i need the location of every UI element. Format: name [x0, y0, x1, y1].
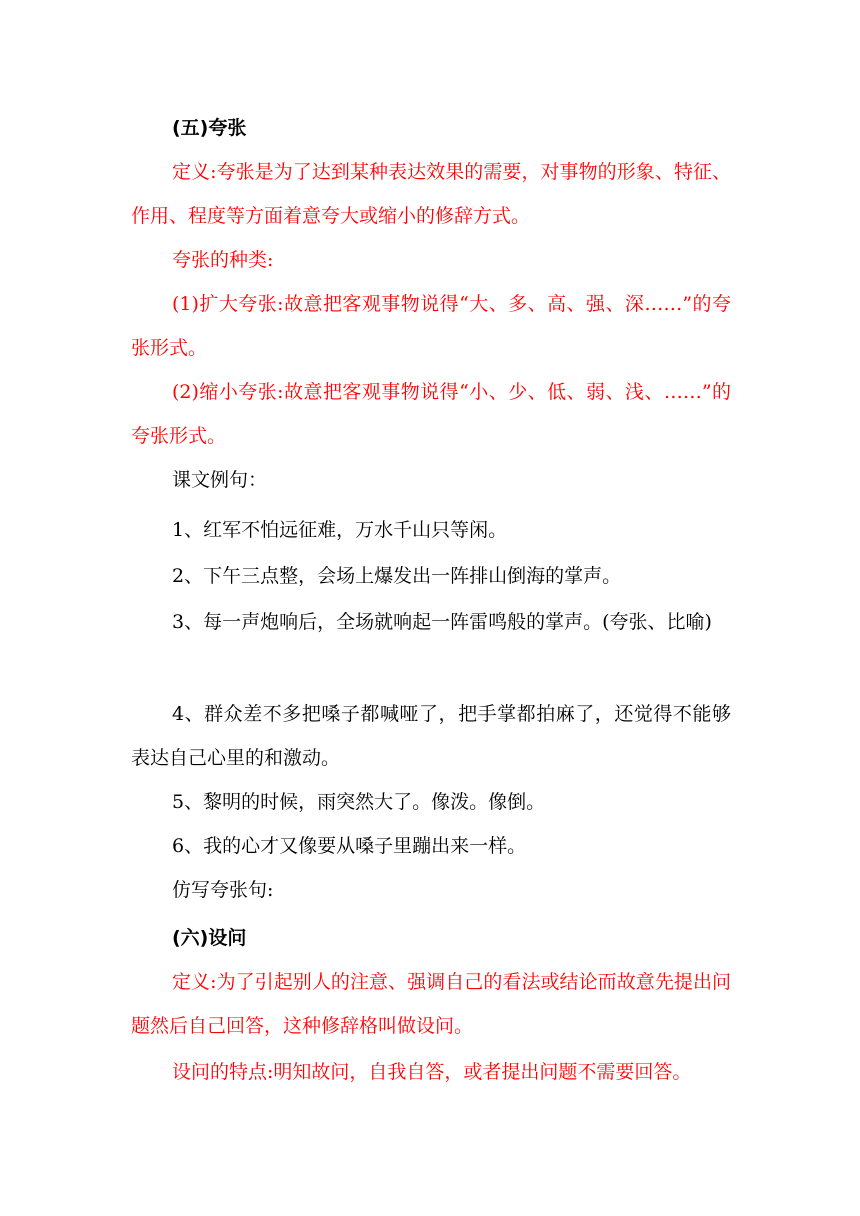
- example-sentence-5: 5、黎明的时候，雨突然大了。像泼。像倒。: [172, 791, 546, 813]
- exaggeration-type-expand: (1)扩大夸张:故意把客观事物说得“大、多、高、强、深……”的夸张形式。: [131, 293, 731, 359]
- section-heading-rhetorical-question: (六)设问: [172, 927, 247, 949]
- exaggeration-type-shrink: (2)缩小夸张:故意把客观事物说得“小、少、低、弱、浅、……”的夸张形式。: [131, 381, 731, 447]
- section-heading-exaggeration: (五)夸张: [172, 117, 247, 139]
- exaggeration-types-title: 夸张的种类:: [172, 249, 274, 271]
- exaggeration-definition: 定义:夸张是为了达到某种表达效果的需要，对事物的形象、特征、作用、程度等方面着意夸大或缩小的修辞方式。: [131, 161, 731, 227]
- example-sentence-2: 2、下午三点整，会场上爆发出一阵排山倒海的掌声。: [172, 565, 622, 587]
- example-sentence-4: 4、群众差不多把嗓子都喊哑了，把手掌都拍麻了，还觉得不能够表达自己心里的和激动。: [131, 703, 731, 769]
- example-sentence-6: 6、我的心才又像要从嗓子里蹦出来一样。: [172, 835, 527, 857]
- imitation-title: 仿写夸张句:: [172, 879, 274, 901]
- rhetorical-question-features: 设问的特点:明知故问，自我自答，或者提出问题不需要回答。: [172, 1061, 692, 1083]
- rhetorical-question-definition: 定义:为了引起别人的注意、强调自己的看法或结论而故意先提出问题然后自己回答，这种修辞格叫做设问。: [131, 971, 731, 1037]
- examples-title: 课文例句：: [172, 469, 268, 491]
- example-sentence-1: 1、红军不怕远征难，万水千山只等闲。: [172, 519, 508, 541]
- example-sentence-3: 3、每一声炮响后，全场就响起一阵雷鸣般的掌声。(夸张、比喻): [172, 611, 712, 633]
